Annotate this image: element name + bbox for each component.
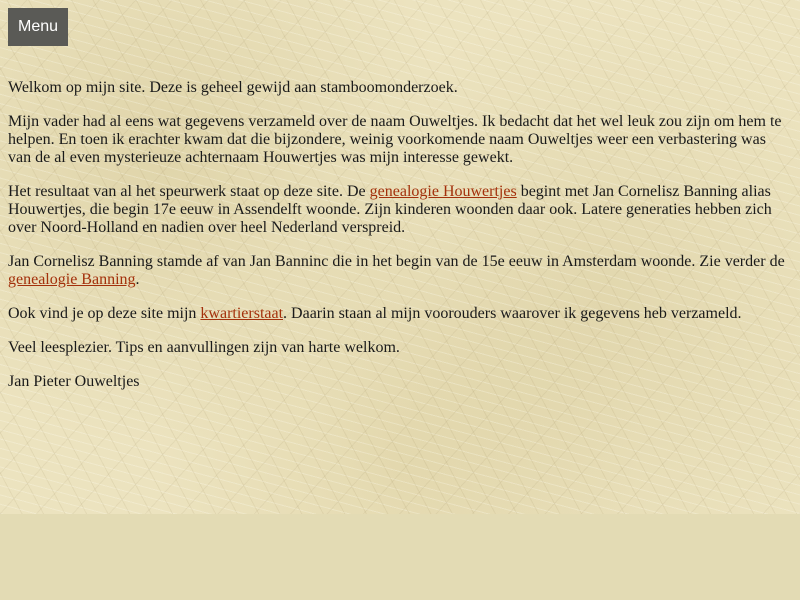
result-paragraph	[8, 183, 792, 237]
intro-paragraph: Mijn vader had al eens wat gegevens verzameld over de naam Ouweltjes. Ik bedacht dat het wel leuk zou zijn om hem te helpen. En toen ik erachter kwam dat die bijzondere, weinig voorkomende naam Ouweltjes weer een verbastering was van de al even mysterieuze achternaam Houwertjes was mijn interesse gewekt.	[8, 113, 782, 166]
kwartierstaat-paragraph	[8, 305, 792, 323]
signature: Jan Pieter Ouweltjes	[8, 373, 140, 390]
menu-button[interactable]: Menu	[8, 8, 68, 46]
banning-text-after: .	[135, 271, 140, 288]
result-text-before: Het resultaat van al het speurwerk staat op deze site. De	[8, 183, 370, 200]
genealogie-banning-link[interactable]: genealogie Banning	[8, 271, 136, 288]
welcome-paragraph: Welkom op mijn site. Deze is geheel gewijd aan stamboomonderzoek.	[8, 79, 458, 96]
kwartierstaat-link[interactable]: kwartierstaat	[200, 305, 284, 322]
kwartierstaat-text-after: . Daarin staan al mijn voorouders waarover ik gegevens heb verzameld.	[283, 305, 742, 322]
closing-paragraph: Veel leesplezier. Tips en aanvullingen zijn van harte welkom.	[8, 339, 400, 356]
banning-text-before: Jan Cornelisz Banning stamde af van Jan Banninc die in het begin van de 15e eeuw in Amsterdam woonde. Zie verder de	[8, 253, 785, 270]
banning-paragraph	[8, 253, 792, 289]
kwartierstaat-text-before: Ook vind je op deze site mijn	[8, 305, 201, 322]
page-background	[0, 514, 800, 600]
genealogie-houwertjes-link[interactable]: genealogie Houwertjes	[369, 183, 517, 200]
result-text-after: begint met Jan Cornelisz Banning alias Houwertjes, die begin 17e eeuw in Assendelft woonde. Zijn kinderen woonden daar ook. Latere generaties hebben zich over Noord-Holland en nadien over heel Nederland verspreid.	[8, 183, 772, 236]
main-content	[8, 79, 792, 407]
